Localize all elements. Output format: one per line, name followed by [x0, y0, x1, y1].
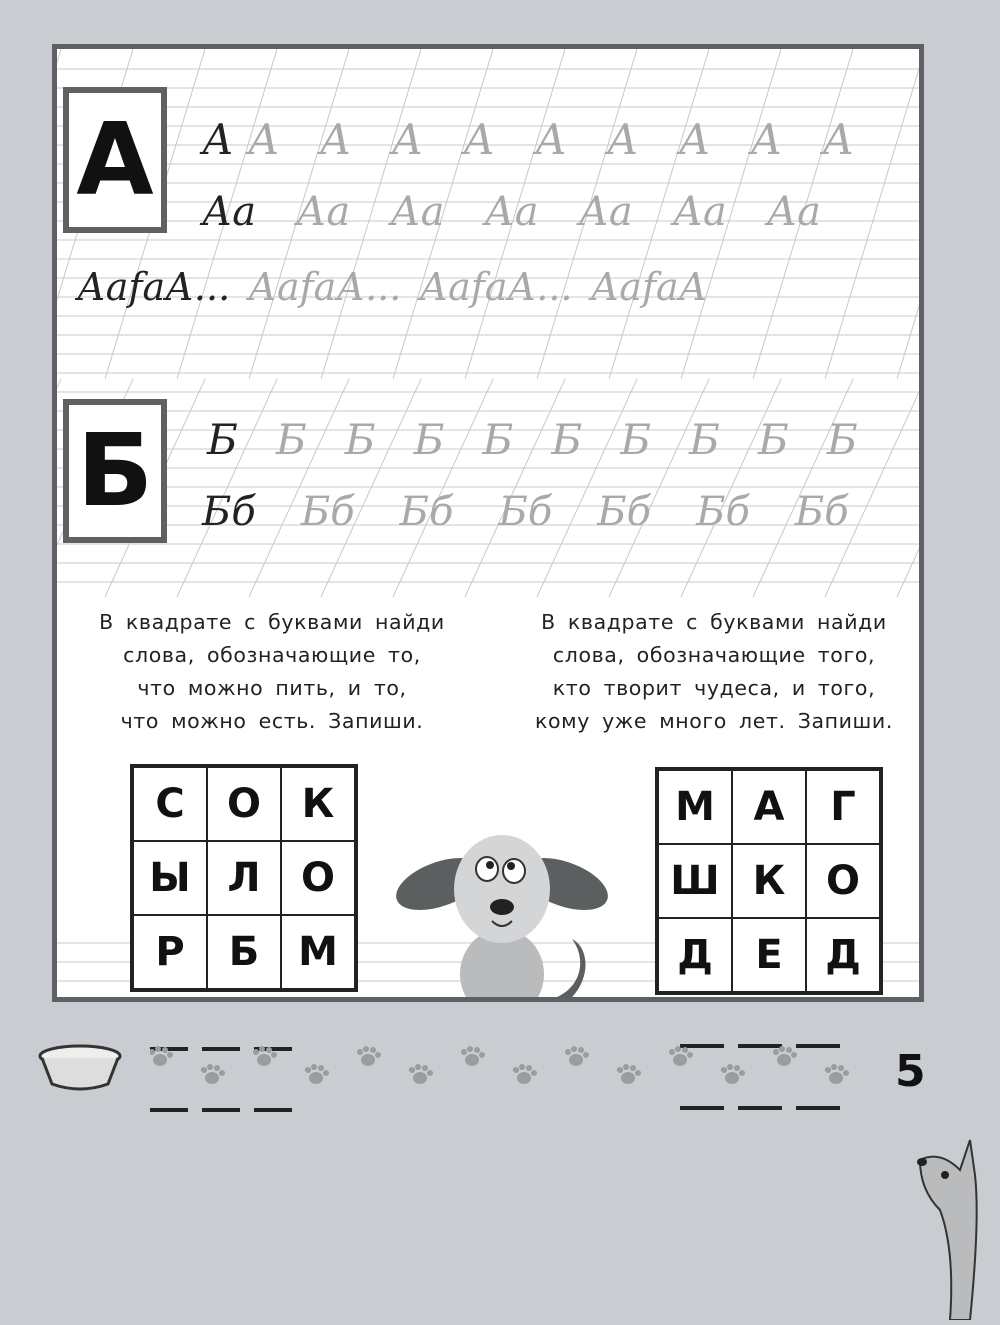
letter-b-row-1	[207, 415, 858, 464]
paw-print-icon	[201, 1064, 225, 1084]
trace-letter: Бб	[794, 489, 849, 535]
trace-letter: А	[535, 115, 567, 164]
letter-b-print: Б	[76, 412, 154, 529]
trace-letter: А	[678, 115, 711, 164]
grid-cell: Ш	[658, 844, 732, 918]
grid-cell: Д	[658, 918, 732, 992]
grid-cell: Д	[806, 918, 880, 992]
trace-letter: Б	[482, 415, 514, 464]
bowl-icon	[30, 1036, 130, 1096]
letter-a-row-1	[202, 115, 854, 164]
grid-cell: О	[207, 767, 281, 841]
cursive-a-sample: А	[202, 115, 234, 164]
trace-letter: Бб	[399, 489, 454, 535]
trace-letter: А	[750, 115, 783, 164]
paw-print-row	[150, 1040, 870, 1100]
trace-letter: А	[247, 115, 280, 164]
paw-print-icon	[150, 1046, 173, 1066]
task-right-instructions: В квадрате с буквами найди слова, обозначающие того, кто творит чудеса, и того, кому уже много лет. Запиши.	[535, 610, 893, 733]
paw-print-icon	[409, 1064, 433, 1084]
cursive-aa-sample: Аа	[202, 189, 257, 235]
trace-letter: Б	[275, 415, 307, 464]
trace-letter: Аа	[484, 189, 539, 235]
letter-b-row-2	[202, 489, 849, 535]
worksheet-frame	[52, 44, 924, 1002]
cursive-bb-sample: Бб	[202, 489, 256, 535]
trace-letter: Б	[758, 415, 789, 464]
trace-letter: Аа	[766, 189, 821, 235]
letter-box-a	[63, 87, 167, 233]
paw-print-icon	[253, 1046, 277, 1066]
grid-cell: Е	[732, 918, 806, 992]
trace-letter: Аа	[578, 189, 633, 235]
task-left-instructions: В квадрате с буквами найди слова, обозначающие то, что можно пить, и то, что можно есть. Запиши.	[99, 610, 445, 733]
trace-letter: Бб	[300, 489, 355, 535]
grid-cell: Р	[133, 915, 207, 989]
dog-illustration	[382, 789, 622, 1002]
grid-cell: С	[133, 767, 207, 841]
grid-cell: Г	[806, 770, 880, 844]
letter-a-row-3	[77, 265, 707, 309]
page-number: 5	[895, 1046, 926, 1097]
paw-print-icon	[825, 1064, 849, 1084]
grid-cell: Л	[207, 841, 281, 915]
trace-letter: Б	[826, 415, 858, 464]
trace-letter: Бб	[597, 489, 652, 535]
grid-cell: О	[806, 844, 880, 918]
trace-letter: Б	[413, 415, 445, 464]
trace-word: АаfаА...	[419, 265, 573, 309]
answer-blank-left-2[interactable]	[150, 1108, 292, 1112]
trace-letter: А	[319, 115, 352, 164]
paw-print-icon	[669, 1046, 693, 1066]
trace-letter: Аа	[296, 189, 351, 235]
trace-letter: Аа	[390, 189, 445, 235]
letter-grid-left	[130, 764, 358, 992]
paw-print-icon	[513, 1064, 537, 1084]
paw-print-icon	[565, 1046, 589, 1066]
paw-print-icon	[617, 1064, 641, 1084]
trace-word: АаfаА	[590, 265, 708, 309]
paw-print-icon	[305, 1064, 329, 1084]
grid-cell: Ы	[133, 841, 207, 915]
grid-cell: Б	[207, 915, 281, 989]
letter-grid-right	[655, 767, 883, 995]
paw-print-icon	[773, 1046, 797, 1066]
trace-letter: Бб	[498, 489, 553, 535]
grid-cell: М	[281, 915, 355, 989]
paw-print-icon	[721, 1064, 745, 1084]
trace-letter: А	[463, 115, 496, 164]
trace-letter: Б	[344, 415, 376, 464]
paw-print-icon	[357, 1046, 381, 1066]
grid-cell: К	[281, 767, 355, 841]
cursive-word-sample: АаfаА...	[77, 265, 231, 309]
letter-a-row-2	[202, 189, 821, 235]
trace-letter: Бб	[696, 489, 750, 535]
grid-cell: К	[732, 844, 806, 918]
trace-letter: Аа	[672, 189, 727, 235]
letter-a-print: А	[76, 101, 154, 218]
small-dog-icon	[910, 1130, 990, 1320]
grid-cell: М	[658, 770, 732, 844]
trace-letter: А	[606, 115, 639, 164]
trace-letter: А	[822, 115, 855, 164]
trace-letter: Б	[620, 415, 652, 464]
paw-print-icon	[461, 1046, 485, 1066]
trace-letter: Б	[689, 415, 720, 464]
answer-blank-right-2[interactable]	[680, 1106, 840, 1110]
trace-letter: Б	[551, 415, 583, 464]
cursive-b-sample: Б	[207, 415, 238, 464]
trace-letter: А	[391, 115, 424, 164]
letter-box-b	[63, 399, 167, 543]
trace-word: АаfаА...	[248, 265, 402, 309]
grid-cell: А	[732, 770, 806, 844]
grid-cell: О	[281, 841, 355, 915]
